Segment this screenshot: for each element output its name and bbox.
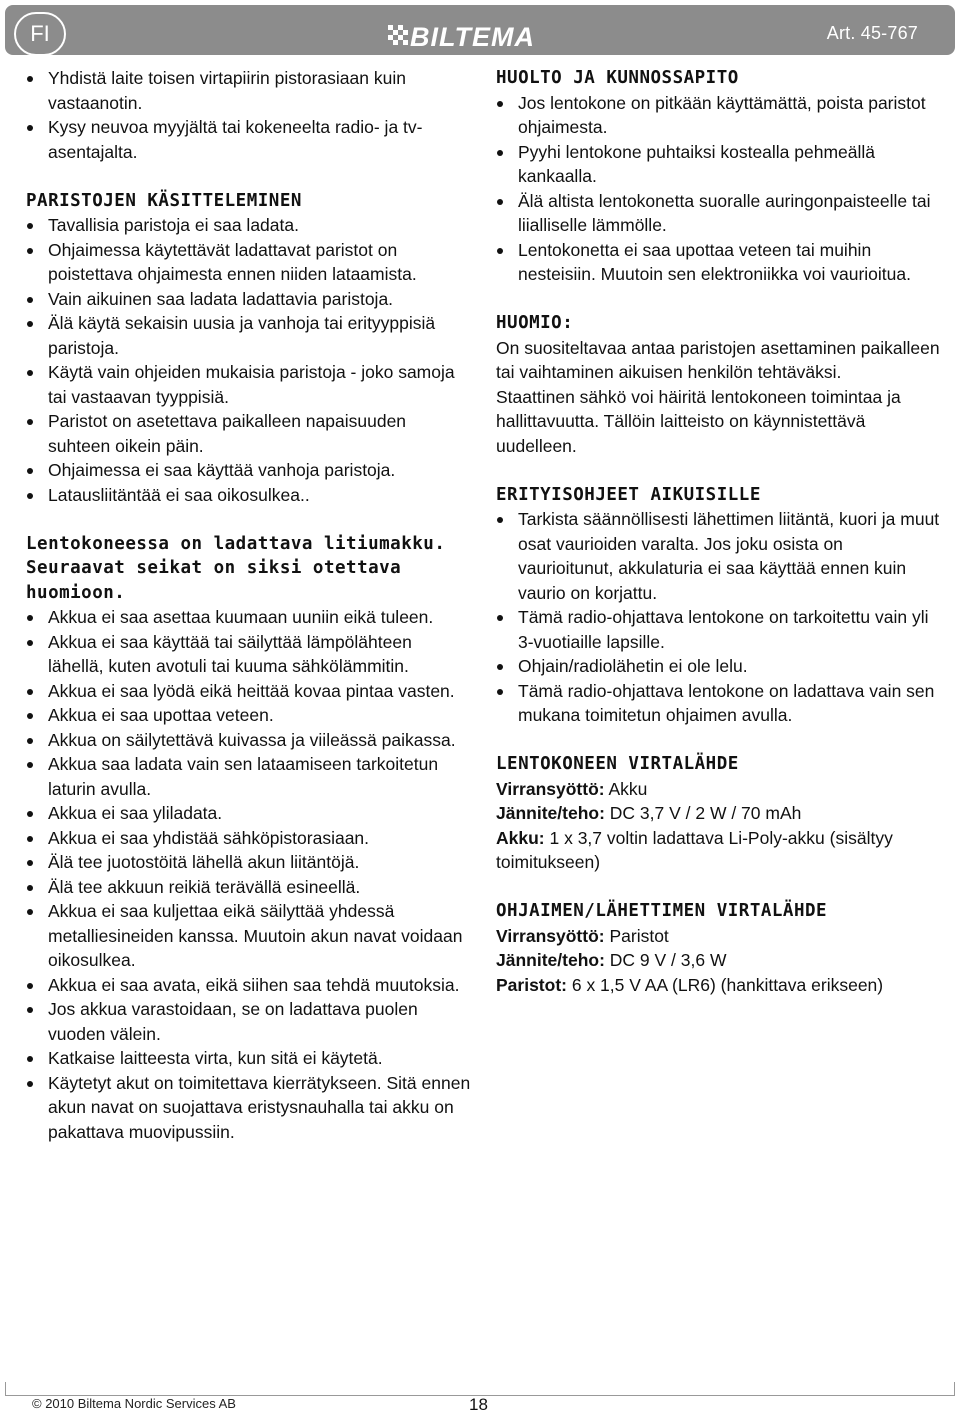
maintenance-list bbox=[496, 91, 941, 287]
spec-label: Jännite/teho: bbox=[496, 950, 605, 970]
spec-row bbox=[496, 924, 941, 949]
spec-value: Paristot bbox=[604, 925, 669, 946]
batteries-list bbox=[26, 213, 471, 507]
right-column bbox=[496, 66, 941, 997]
spec-label: Akku: bbox=[496, 827, 545, 848]
article-number: Art. 45-767 bbox=[826, 23, 918, 43]
list-item: Jos lentokone on pitkään käyttämättä, poista paristot ohjaimesta. bbox=[496, 91, 941, 140]
list-item: Yhdistä laite toisen virtapiirin pistorasiaan kuin vastaanotin. bbox=[26, 66, 471, 115]
brand-logo bbox=[388, 22, 588, 50]
footer-tick bbox=[954, 1382, 955, 1396]
list-item: Paristot on asetettava paikalleen napaisuuden suhteen oikein päin. bbox=[26, 409, 471, 458]
page-number: 18 bbox=[469, 1395, 488, 1414]
list-item: Akkua ei saa avata, eikä siihen saa tehdä muutoksia. bbox=[26, 973, 471, 998]
list-item: Akkua ei saa asettaa kuumaan uuniin eikä tuleen. bbox=[26, 605, 471, 630]
list-item: Älä altista lentokonetta suoralle auringonpaisteelle tai liialliselle lämmölle. bbox=[496, 189, 941, 238]
spec-value: Akku bbox=[604, 778, 648, 799]
list-item: Akkua ei saa upottaa veteen. bbox=[26, 703, 471, 728]
spec-row bbox=[496, 973, 941, 998]
list-item: Älä tee juotostöitä lähellä akun liitäntöjä. bbox=[26, 850, 471, 875]
spec-value: DC 9 V / 3,6 W bbox=[604, 950, 727, 970]
spec-label: Jännite/teho: bbox=[496, 803, 605, 823]
footer-tick bbox=[5, 1382, 6, 1396]
copyright: © 2010 Biltema Nordic Services AB bbox=[32, 1396, 236, 1411]
list-item: Akkua ei saa käyttää tai säilyttää lämpölähteen lähellä, kuten avotuli tai kuuma sähkölämmitin. bbox=[26, 630, 471, 679]
spec-row bbox=[496, 826, 941, 875]
spacer bbox=[26, 507, 471, 532]
list-item: Käytetyt akut on toimitettava kierrätykseen. Sitä ennen akun navat on suojattava eristysnauhalla tai akku on pakattava muovipussiin. bbox=[26, 1071, 471, 1145]
list-item: Käytä vain ohjeiden mukaisia paristoja - joko samoja tai vastaavan tyyppisiä. bbox=[26, 360, 471, 409]
maintenance-heading: HUOLTO JA KUNNOSSAPITO bbox=[496, 68, 739, 88]
spec-row bbox=[496, 948, 941, 973]
spec-label: Virransyöttö: bbox=[496, 925, 605, 946]
language-badge: FI bbox=[14, 12, 66, 56]
spec-value: 6 x 1,5 V AA (LR6) (hankittava erikseen) bbox=[566, 974, 884, 995]
list-item: Ohjaimessa ei saa käyttää vanhoja paristoja. bbox=[26, 458, 471, 483]
header-bar bbox=[5, 5, 955, 55]
spacer bbox=[496, 728, 941, 753]
list-item: Lentokonetta ei saa upottaa veteen tai muihin nesteisiin. Muutoin sen elektroniikka voi vaurioitua. bbox=[496, 238, 941, 287]
list-item: Akkua ei saa kuljettaa eikä säilyttää yhdessä metalliesineiden kanssa. Muutoin akun navat voidaan oikosulkea. bbox=[26, 899, 471, 973]
intro-list bbox=[26, 66, 471, 164]
plane-power-heading: LENTOKONEEN VIRTALÄHDE bbox=[496, 754, 739, 774]
note-heading: HUOMIO: bbox=[496, 313, 574, 333]
list-item: Vain aikuinen saa ladata ladattavia paristoja. bbox=[26, 287, 471, 312]
lipo-heading: Lentokoneessa on ladattava litiumakku. Seuraavat seikat on siksi otettava huomioon. bbox=[26, 533, 446, 603]
spacer bbox=[26, 164, 471, 189]
list-item: Tavallisia paristoja ei saa ladata. bbox=[26, 213, 471, 238]
list-item: Akkua ei saa lyödä eikä heittää kovaa pintaa vasten. bbox=[26, 679, 471, 704]
list-item: Ohjaimessa käytettävät ladattavat paristot on poistettava ohjaimesta ennen niiden lataamista. bbox=[26, 238, 471, 287]
list-item: Akkua saa ladata vain sen lataamiseen tarkoitetun laturin avulla. bbox=[26, 752, 471, 801]
list-item: Latausliitäntää ei saa oikosulkea.. bbox=[26, 483, 471, 508]
spec-row bbox=[496, 777, 941, 802]
left-column bbox=[26, 66, 471, 1144]
list-item: Tämä radio-ohjattava lentokone on ladattava vain sen mukana toimitetun ohjaimen avulla. bbox=[496, 679, 941, 728]
spacer bbox=[496, 875, 941, 900]
spec-value: 1 x 3,7 voltin ladattava Li-Poly-akku (sisältyy toimitukseen) bbox=[496, 827, 893, 872]
list-item: Tarkista säännöllisesti lähettimen liitäntä, kuori ja muut osat vaurioiden varalta. Jos joku osista on vaurioitunut, akkulaturia ei saa käyttää ennen kuin vaurio on korjattu. bbox=[496, 507, 941, 605]
adults-list bbox=[496, 507, 941, 728]
list-item: Kysy neuvoa myyjältä tai kokeneelta radio- ja tv-asentajalta. bbox=[26, 115, 471, 164]
note-paragraph: Staattinen sähkö voi häiritä lentokoneen toimintaa ja hallittavuutta. Tällöin laitteisto on käynnistettävä uudelleen. bbox=[496, 386, 901, 456]
list-item: Katkaise laitteesta virta, kun sitä ei käytetä. bbox=[26, 1046, 471, 1071]
adults-heading: ERITYISOHJEET AIKUISILLE bbox=[496, 484, 761, 505]
list-item: Älä käytä sekaisin uusia ja vanhoja tai erityyppisiä paristoja. bbox=[26, 311, 471, 360]
spec-label: Paristot: bbox=[496, 974, 567, 995]
list-item: Ohjain/radiolähetin ei ole lelu. bbox=[496, 654, 941, 679]
list-item: Jos akkua varastoidaan, se on ladattava puolen vuoden välein. bbox=[26, 997, 471, 1046]
list-item: Älä tee akkuun reikiä terävällä esineellä. bbox=[26, 875, 471, 900]
note-paragraph: On suositeltavaa antaa paristojen asettaminen paikalleen tai vaihtaminen aikuisen henkilön tehtäväksi. bbox=[496, 337, 940, 382]
list-item: Akkua ei saa yliladata. bbox=[26, 801, 471, 826]
spec-label: Virransyöttö: bbox=[496, 778, 605, 799]
brand-name: BILTEMA bbox=[410, 22, 535, 50]
list-item: Akkua ei saa yhdistää sähköpistorasiaan. bbox=[26, 826, 471, 851]
list-item: Tämä radio-ohjattava lentokone on tarkoitettu vain yli 3-vuotiaille lapsille. bbox=[496, 605, 941, 654]
list-item: Pyyhi lentokone puhtaiksi kostealla pehmeällä kankaalla. bbox=[496, 140, 941, 189]
controller-power-heading: OHJAIMEN/LÄHETTIMEN VIRTALÄHDE bbox=[496, 901, 828, 921]
spec-row bbox=[496, 801, 941, 826]
batteries-heading: PARISTOJEN KÄSITTELEMINEN bbox=[26, 190, 302, 211]
spacer bbox=[496, 287, 941, 312]
spacer bbox=[496, 458, 941, 483]
lipo-list bbox=[26, 605, 471, 1144]
brand-logo-graphic bbox=[388, 22, 588, 50]
list-item: Akkua on säilytettävä kuivassa ja viileässä paikassa. bbox=[26, 728, 471, 753]
spec-value: DC 3,7 V / 2 W / 70 mAh bbox=[604, 803, 802, 823]
